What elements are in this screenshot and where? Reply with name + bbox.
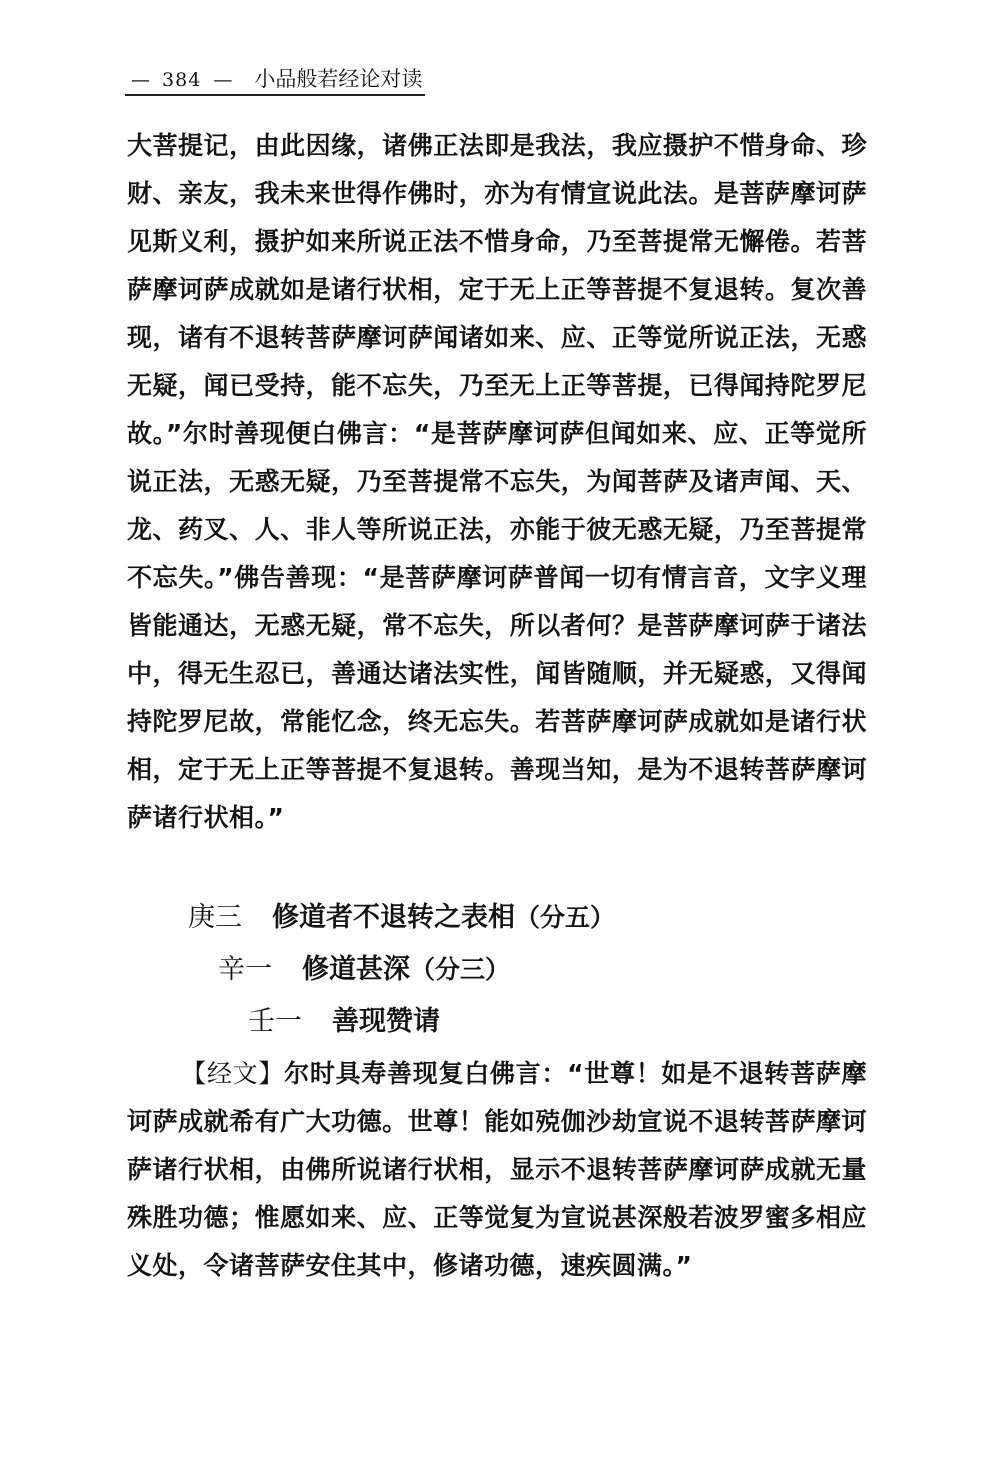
heading-1-note: （分五） xyxy=(515,903,616,932)
page-number: 384 xyxy=(162,69,202,91)
heading-1-label: 庚三 xyxy=(188,902,242,933)
section-heading-1 xyxy=(188,898,615,938)
heading-1-title: 修道者不退转之表相 xyxy=(272,902,515,933)
heading-2-label: 辛一 xyxy=(218,954,272,985)
paragraph-1-text: 大菩提记，由此因缘，诸佛正法即是我法，我应摄护不惜身命、珍财、亲友，我未来世得作佛时，亦为有情宣说此法。是菩萨摩诃萨见斯义利，摄护如来所说正法不惜身命，乃至菩提常无懈倦。若菩萨摩诃萨成就如是诸行状相，定于无上正等菩提不复退转。复次善现，诸有不退转菩萨摩诃萨闻诸如来、应、正等觉所说正法，无惑无疑，闻已受持，能不忘失，乃至无上正等菩提，已得闻持陀罗尼故。”尔时善现便白佛言：“是菩萨摩诃萨但闻如来、应、正等觉所说正法，无惑无疑，乃至菩提常不忘失，为闻菩萨及诸声闻、天、龙、药叉、人、非人等所说正法，亦能于彼无惑无疑，乃至菩提常不忘失。”佛告善现：“是菩萨摩诃萨普闻一切有情言音，文字义理皆能通达，无惑无疑，常不忘失，所以者何？是菩萨摩诃萨于诸法中，得无生忍已，善通达诸法实性，闻皆随顺，并无疑惑，又得闻持陀罗尼故，常能忆念，终无忘失。若菩萨摩诃萨成就如是诸行状相，定于无上正等菩提不复退转。善现当知，是为不退转菩萨摩诃萨诸行状相。” xyxy=(127,131,867,832)
heading-2-note: （分三） xyxy=(410,955,511,984)
paragraph-2-text: 尔时具寿善现复白佛言：“世尊！如是不退转菩萨摩诃萨成就希有广大功德。世尊！能如殑伽沙劫宣说不退转菩萨摩诃萨诸行状相，由佛所说诸行状相，显示不退转菩萨摩诃萨成就无量殊胜功德；惟愿如来、应、正等觉复为宣说甚深般若波罗蜜多相应义处，令诸菩萨安住其中，修诸功德，速疾圆满。” xyxy=(127,1059,867,1280)
page-header xyxy=(125,64,425,96)
heading-2-title: 修道甚深 xyxy=(302,954,410,985)
body-paragraph-1 xyxy=(127,122,867,842)
header-dash-left: — xyxy=(131,69,150,91)
body-paragraph-2 xyxy=(127,1050,867,1290)
section-heading-2 xyxy=(218,950,510,990)
heading-3-label: 壬一 xyxy=(248,1006,302,1037)
section-heading-3 xyxy=(248,1002,440,1042)
book-title: 小品般若经论对读 xyxy=(254,67,423,91)
header-dash-right: — xyxy=(213,69,233,91)
sutra-label: 【经文】 xyxy=(181,1059,285,1088)
heading-3-title: 善现赞请 xyxy=(332,1006,440,1037)
